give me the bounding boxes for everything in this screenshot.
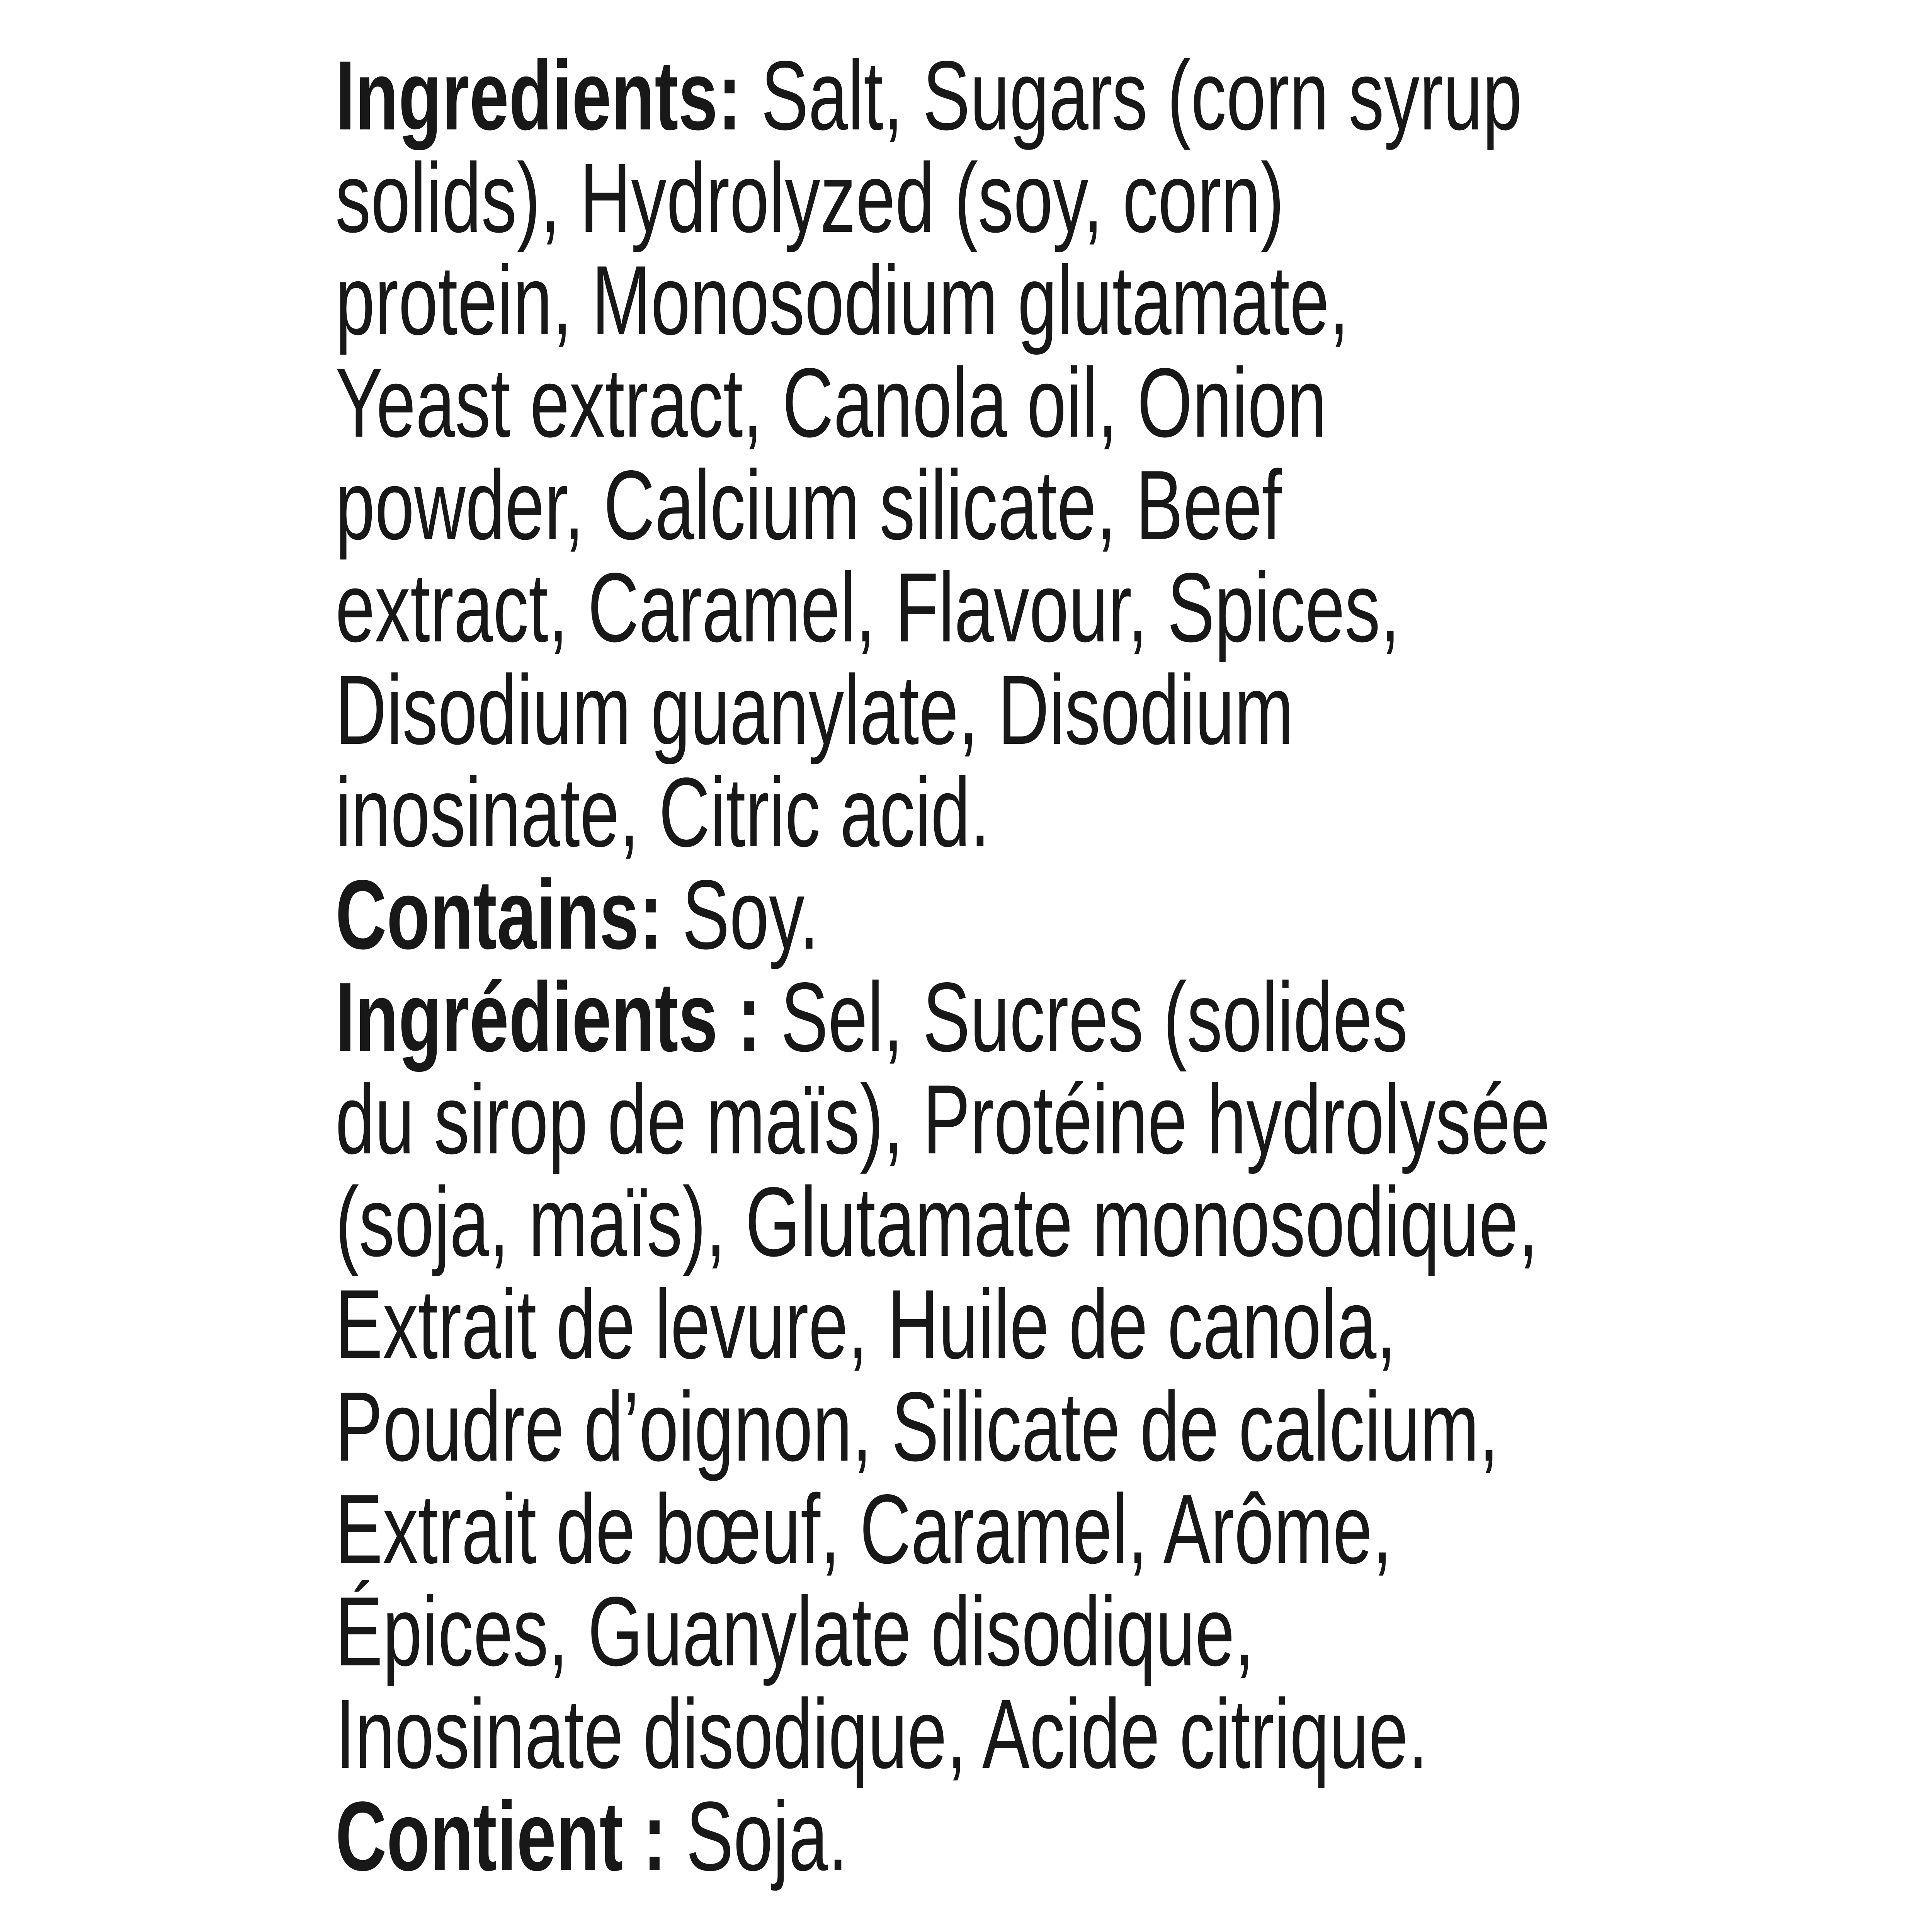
ingredients-text-block bbox=[335, 41, 1550, 1891]
ingredient-line bbox=[335, 655, 1550, 765]
ingredient-line bbox=[335, 41, 1550, 151]
ingredient-line bbox=[335, 1781, 1550, 1891]
ingredient-line bbox=[335, 1167, 1550, 1277]
text-segment: Soja. bbox=[666, 1781, 848, 1891]
ingredient-line bbox=[335, 860, 1550, 970]
bold-segment: Contient : bbox=[335, 1781, 667, 1891]
text-segment: Sel, Sucres (solides bbox=[761, 962, 1408, 1072]
ingredient-line bbox=[335, 1577, 1550, 1687]
ingredient-line bbox=[335, 962, 1550, 1072]
text-segment: Extrait de levure, Huile de canola, bbox=[335, 1269, 1396, 1379]
text-segment: Extrait de bœuf, Caramel, Arôme, bbox=[335, 1474, 1392, 1584]
text-segment: powder, Calcium silicate, Beef bbox=[335, 450, 1282, 560]
ingredient-line bbox=[335, 245, 1550, 355]
text-segment: Disodium guanylate, Disodium bbox=[335, 655, 1294, 765]
bold-segment: Ingrédients : bbox=[335, 962, 761, 1072]
text-segment: Soy. bbox=[662, 860, 819, 970]
ingredient-line bbox=[335, 553, 1550, 663]
text-segment: solids), Hydrolyzed (soy, corn) bbox=[335, 143, 1284, 253]
ingredient-line bbox=[335, 348, 1550, 458]
text-segment: Épices, Guanylate disodique, bbox=[335, 1577, 1255, 1687]
ingredient-line bbox=[335, 1269, 1550, 1379]
text-segment: (soja, maïs), Glutamate monosodique, bbox=[335, 1167, 1538, 1277]
ingredient-line bbox=[335, 143, 1550, 253]
ingredient-line bbox=[335, 1372, 1550, 1482]
ingredient-line bbox=[335, 1679, 1550, 1789]
text-segment: du sirop de maïs), Protéine hydrolysée bbox=[335, 1065, 1550, 1175]
bold-segment: Contains: bbox=[335, 860, 663, 970]
ingredient-line bbox=[335, 757, 1550, 867]
text-segment: Inosinate disodique, Acide citrique. bbox=[335, 1679, 1428, 1789]
text-segment: Salt, Sugars (corn syrup bbox=[741, 41, 1522, 151]
text-segment: protein, Monosodium glutamate, bbox=[335, 245, 1349, 355]
ingredient-line bbox=[335, 450, 1550, 560]
ingredient-line bbox=[335, 1474, 1550, 1584]
text-segment: Poudre d’oignon, Silicate de calcium, bbox=[335, 1372, 1499, 1482]
ingredient-line bbox=[335, 1065, 1550, 1175]
text-segment: extract, Caramel, Flavour, Spices, bbox=[335, 553, 1400, 663]
bold-segment: Ingredients: bbox=[335, 41, 742, 151]
text-segment: Yeast extract, Canola oil, Onion bbox=[335, 348, 1327, 458]
text-segment: inosinate, Citric acid. bbox=[335, 757, 990, 867]
